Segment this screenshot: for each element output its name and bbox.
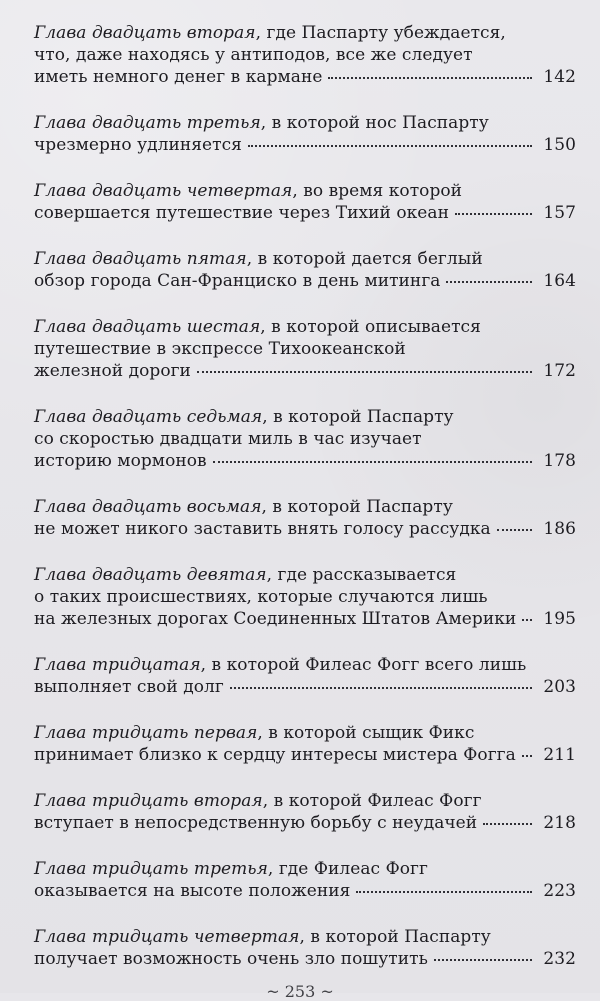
chapter-description-line: , в которой нос Паспарту [260,113,489,133]
toc-entry [34,858,576,902]
page-number: 203 [543,677,576,697]
toc-entry [34,316,576,382]
dot-leader [328,77,532,79]
page-number: 178 [543,451,576,471]
dot-leader [497,529,532,531]
table-of-contents [34,22,576,994]
chapter-description-line: не может никого заставить внять голосу рассудка [34,519,491,539]
page-number: 186 [543,519,576,539]
toc-entry [34,180,576,224]
chapter-description-line: путешествие в экспрессе Тихоокеанской [34,339,406,359]
chapter-description-line: со скоростью двадцати миль в час изучает [34,429,422,449]
dot-leader [522,619,532,621]
toc-entry [34,112,576,156]
dot-leader [213,461,532,463]
chapter-description-line: на железных дорогах Соединенных Штатов Америки [34,609,517,629]
toc-entry [34,926,576,970]
chapter-description-line: о таких происшествиях, которые случаются лишь [34,587,488,607]
toc-entry [34,496,576,540]
chapter-description-line: , где Филеас Фогг [267,859,428,879]
page-number: 150 [543,135,576,155]
toc-entry [34,722,576,766]
chapter-description-line: , в которой описывается [260,317,481,337]
chapter-title: Глава двадцать седьмая [34,407,263,427]
chapter-description-line: оказывается на высоте положения [34,881,351,901]
footer-page-number: ~ 253 ~ [266,982,334,1001]
dot-leader [197,371,532,373]
chapter-title: Глава тридцать вторая [34,791,263,811]
page-number: 157 [543,203,576,223]
chapter-description-line: выполняет свой долг [34,677,224,697]
toc-entry [34,406,576,472]
chapter-description-line: иметь немного денег в кармане [34,67,323,87]
page-number: 232 [543,949,576,969]
dot-leader [455,213,532,215]
chapter-title: Глава тридцать четвертая [34,927,300,947]
dot-leader [446,281,532,283]
chapter-description-line: , где рассказывается [266,565,457,585]
chapter-description-line: совершается путешествие через Тихий океан [34,203,449,223]
toc-entry [34,654,576,698]
page-number: 164 [543,271,576,291]
chapter-description-line: вступает в непосредственную борьбу с неудачей [34,813,478,833]
chapter-description-line: историю мормонов [34,451,207,471]
toc-entry [34,790,576,834]
chapter-title: Глава тридцать третья [34,859,268,879]
chapter-description-line: чрезмерно удлиняется [34,135,242,155]
chapter-description-line: что, даже находясь у антиподов, все же следует [34,45,473,65]
toc-entry [34,248,576,292]
chapter-title: Глава тридцать первая [34,723,258,743]
chapter-description-line: , в которой Паспарту [262,407,454,427]
chapter-description-line: получает возможность очень зло пошутить [34,949,428,969]
chapter-description-line: , в которой дается беглый [246,249,483,269]
chapter-title: Глава двадцать третья [34,113,261,133]
dot-leader [434,959,532,961]
chapter-title: Глава двадцать девятая [34,565,267,585]
dot-leader [248,145,532,147]
chapter-description-line: , в которой сыщик Фикс [257,723,475,743]
chapter-description-line: обзор города Сан-Франциско в день митинга [34,271,441,291]
dot-leader [356,891,532,893]
dot-leader [522,755,532,757]
chapter-title: Глава двадцать шестая [34,317,261,337]
toc-entry [34,22,576,88]
page-number: 223 [543,881,576,901]
page-number: 195 [543,609,576,629]
chapter-description-line: принимает близко к сердцу интересы мистера Фогга [34,745,516,765]
chapter-description-line: , во время которой [292,181,463,201]
chapter-title: Глава двадцать пятая [34,249,247,269]
page-number: 211 [543,745,576,765]
chapter-title: Глава двадцать вторая [34,23,256,43]
chapter-description-line: , в которой Филеас Фогг всего лишь [200,655,527,675]
chapter-description-line: , в которой Филеас Фогг [262,791,482,811]
chapter-title: Глава двадцать восьмая [34,497,262,517]
chapter-description-line: , в которой Паспарту [261,497,453,517]
chapter-title: Глава двадцать четвертая [34,181,293,201]
chapter-description-line: , где Паспарту убеждается, [255,23,506,43]
page-number: 142 [543,67,576,87]
page-number: 218 [543,813,576,833]
chapter-description-line: , в которой Паспарту [299,927,491,947]
toc-entry [34,564,576,630]
chapter-description-line: железной дороги [34,361,191,381]
dot-leader [483,823,532,825]
dot-leader [230,687,532,689]
chapter-title: Глава тридцатая [34,655,201,675]
page-number: 172 [543,361,576,381]
